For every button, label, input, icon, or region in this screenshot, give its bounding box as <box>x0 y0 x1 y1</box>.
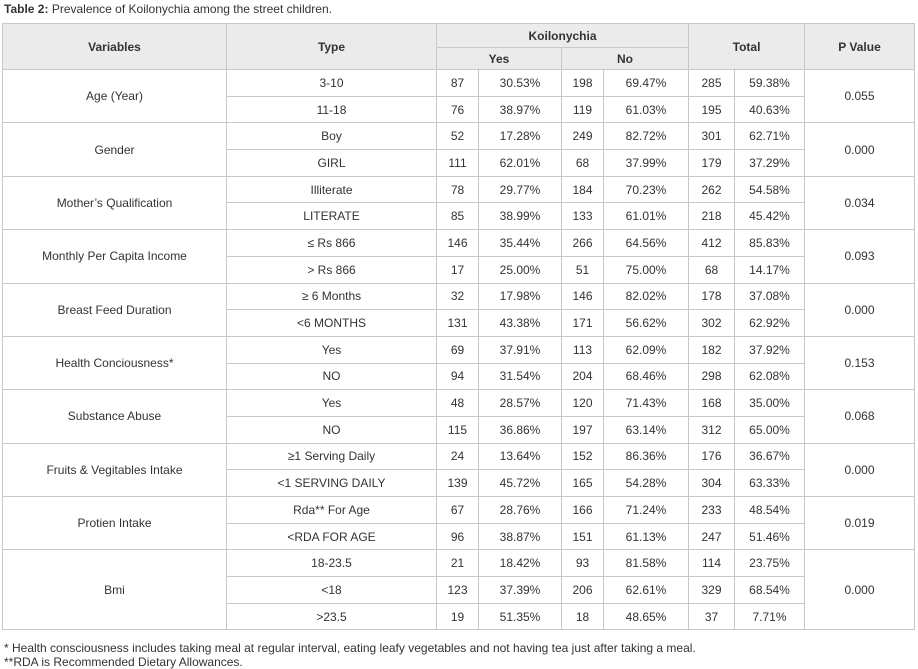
type-cell: Yes <box>227 336 437 363</box>
type-cell: <1 SERVING DAILY <box>227 470 437 497</box>
total-percent-cell: 62.71% <box>735 123 805 150</box>
type-cell: > Rs 866 <box>227 256 437 283</box>
type-cell: >23.5 <box>227 603 437 630</box>
no-count-cell: 151 <box>562 523 604 550</box>
no-percent-cell: 54.28% <box>604 470 689 497</box>
yes-percent-cell: 43.38% <box>479 310 562 337</box>
type-cell: <18 <box>227 577 437 604</box>
total-percent-cell: 85.83% <box>735 230 805 257</box>
yes-percent-cell: 51.35% <box>479 603 562 630</box>
yes-count-cell: 78 <box>437 176 479 203</box>
yes-count-cell: 48 <box>437 390 479 417</box>
p-value-cell: 0.093 <box>805 230 915 283</box>
no-percent-cell: 48.65% <box>604 603 689 630</box>
total-count-cell: 176 <box>689 443 735 470</box>
total-count-cell: 285 <box>689 70 735 97</box>
yes-count-cell: 76 <box>437 96 479 123</box>
total-percent-cell: 14.17% <box>735 256 805 283</box>
no-percent-cell: 82.02% <box>604 283 689 310</box>
yes-count-cell: 85 <box>437 203 479 230</box>
yes-count-cell: 94 <box>437 363 479 390</box>
p-value-cell: 0.000 <box>805 123 915 176</box>
yes-count-cell: 32 <box>437 283 479 310</box>
total-count-cell: 178 <box>689 283 735 310</box>
no-percent-cell: 62.61% <box>604 577 689 604</box>
no-percent-cell: 71.43% <box>604 390 689 417</box>
total-percent-cell: 37.29% <box>735 150 805 177</box>
no-percent-cell: 61.13% <box>604 523 689 550</box>
yes-percent-cell: 17.28% <box>479 123 562 150</box>
no-count-cell: 249 <box>562 123 604 150</box>
p-value-cell: 0.153 <box>805 336 915 389</box>
no-count-cell: 165 <box>562 470 604 497</box>
total-count-cell: 195 <box>689 96 735 123</box>
header-koilonychia: Koilonychia <box>437 24 689 48</box>
variable-cell: Fruits & Vegitables Intake <box>3 443 227 496</box>
type-cell: <6 MONTHS <box>227 310 437 337</box>
yes-percent-cell: 18.42% <box>479 550 562 577</box>
table-row <box>3 123 915 150</box>
total-count-cell: 37 <box>689 603 735 630</box>
total-percent-cell: 35.00% <box>735 390 805 417</box>
variable-cell: Substance Abuse <box>3 390 227 443</box>
type-cell: NO <box>227 363 437 390</box>
table-row <box>3 336 915 363</box>
yes-count-cell: 115 <box>437 416 479 443</box>
total-count-cell: 247 <box>689 523 735 550</box>
yes-count-cell: 69 <box>437 336 479 363</box>
no-percent-cell: 37.99% <box>604 150 689 177</box>
no-percent-cell: 69.47% <box>604 70 689 97</box>
header-yes: Yes <box>437 48 562 70</box>
yes-percent-cell: 29.77% <box>479 176 562 203</box>
total-count-cell: 302 <box>689 310 735 337</box>
no-percent-cell: 62.09% <box>604 336 689 363</box>
yes-count-cell: 123 <box>437 577 479 604</box>
header-variables: Variables <box>3 24 227 70</box>
header-no: No <box>562 48 689 70</box>
type-cell: GIRL <box>227 150 437 177</box>
type-cell: Rda** For Age <box>227 497 437 524</box>
no-count-cell: 184 <box>562 176 604 203</box>
no-percent-cell: 61.03% <box>604 96 689 123</box>
total-count-cell: 182 <box>689 336 735 363</box>
type-cell: 11-18 <box>227 96 437 123</box>
no-count-cell: 120 <box>562 390 604 417</box>
yes-count-cell: 139 <box>437 470 479 497</box>
no-count-cell: 204 <box>562 363 604 390</box>
total-percent-cell: 59.38% <box>735 70 805 97</box>
total-count-cell: 312 <box>689 416 735 443</box>
header-total: Total <box>689 24 805 70</box>
total-percent-cell: 36.67% <box>735 443 805 470</box>
no-count-cell: 18 <box>562 603 604 630</box>
total-count-cell: 262 <box>689 176 735 203</box>
no-percent-cell: 64.56% <box>604 230 689 257</box>
total-percent-cell: 62.08% <box>735 363 805 390</box>
no-count-cell: 206 <box>562 577 604 604</box>
footnote-health: * Health consciousness includes taking meal at regular interval, eating leafy vegetables and not having tea just after taking a meal. <box>4 641 696 655</box>
type-cell: Boy <box>227 123 437 150</box>
yes-count-cell: 87 <box>437 70 479 97</box>
no-count-cell: 198 <box>562 70 604 97</box>
total-percent-cell: 63.33% <box>735 470 805 497</box>
table-row <box>3 70 915 97</box>
variable-cell: Protien Intake <box>3 497 227 550</box>
table-caption-label: Table 2: <box>4 2 49 16</box>
no-count-cell: 266 <box>562 230 604 257</box>
no-count-cell: 166 <box>562 497 604 524</box>
variable-cell: Health Conciousness* <box>3 336 227 389</box>
p-value-cell: 0.000 <box>805 283 915 336</box>
variable-cell: Monthly Per Capita Income <box>3 230 227 283</box>
total-percent-cell: 65.00% <box>735 416 805 443</box>
no-percent-cell: 70.23% <box>604 176 689 203</box>
yes-percent-cell: 28.76% <box>479 497 562 524</box>
type-cell: <RDA FOR AGE <box>227 523 437 550</box>
p-value-cell: 0.019 <box>805 497 915 550</box>
no-percent-cell: 61.01% <box>604 203 689 230</box>
yes-count-cell: 67 <box>437 497 479 524</box>
yes-count-cell: 21 <box>437 550 479 577</box>
table-row <box>3 230 915 257</box>
p-value-cell: 0.068 <box>805 390 915 443</box>
no-percent-cell: 81.58% <box>604 550 689 577</box>
no-count-cell: 171 <box>562 310 604 337</box>
p-value-cell: 0.055 <box>805 70 915 123</box>
yes-percent-cell: 38.97% <box>479 96 562 123</box>
footnote-rda: **RDA is Recommended Dietary Allowances. <box>4 655 243 669</box>
p-value-cell: 0.034 <box>805 176 915 229</box>
type-cell: ≥1 Serving Daily <box>227 443 437 470</box>
yes-percent-cell: 31.54% <box>479 363 562 390</box>
yes-count-cell: 111 <box>437 150 479 177</box>
no-count-cell: 197 <box>562 416 604 443</box>
type-cell: Yes <box>227 390 437 417</box>
total-count-cell: 304 <box>689 470 735 497</box>
total-count-cell: 68 <box>689 256 735 283</box>
yes-count-cell: 146 <box>437 230 479 257</box>
total-percent-cell: 37.08% <box>735 283 805 310</box>
variable-cell: Bmi <box>3 550 227 630</box>
yes-count-cell: 131 <box>437 310 479 337</box>
yes-count-cell: 52 <box>437 123 479 150</box>
no-count-cell: 68 <box>562 150 604 177</box>
type-cell: 3-10 <box>227 70 437 97</box>
yes-percent-cell: 45.72% <box>479 470 562 497</box>
table-row <box>3 283 915 310</box>
table-body <box>3 70 915 630</box>
yes-percent-cell: 36.86% <box>479 416 562 443</box>
total-percent-cell: 7.71% <box>735 603 805 630</box>
prevalence-table <box>2 23 915 630</box>
no-percent-cell: 68.46% <box>604 363 689 390</box>
table-caption <box>4 2 332 16</box>
total-count-cell: 329 <box>689 577 735 604</box>
yes-percent-cell: 30.53% <box>479 70 562 97</box>
table-row <box>3 390 915 417</box>
yes-percent-cell: 28.57% <box>479 390 562 417</box>
total-percent-cell: 23.75% <box>735 550 805 577</box>
total-percent-cell: 48.54% <box>735 497 805 524</box>
total-percent-cell: 45.42% <box>735 203 805 230</box>
type-cell: ≤ Rs 866 <box>227 230 437 257</box>
type-cell: Illiterate <box>227 176 437 203</box>
yes-percent-cell: 13.64% <box>479 443 562 470</box>
type-cell: NO <box>227 416 437 443</box>
yes-percent-cell: 62.01% <box>479 150 562 177</box>
total-count-cell: 218 <box>689 203 735 230</box>
total-percent-cell: 62.92% <box>735 310 805 337</box>
header-type: Type <box>227 24 437 70</box>
no-count-cell: 146 <box>562 283 604 310</box>
no-count-cell: 133 <box>562 203 604 230</box>
no-percent-cell: 86.36% <box>604 443 689 470</box>
total-percent-cell: 37.92% <box>735 336 805 363</box>
yes-count-cell: 19 <box>437 603 479 630</box>
total-count-cell: 233 <box>689 497 735 524</box>
yes-percent-cell: 37.91% <box>479 336 562 363</box>
p-value-cell: 0.000 <box>805 443 915 496</box>
yes-count-cell: 24 <box>437 443 479 470</box>
type-cell: 18-23.5 <box>227 550 437 577</box>
no-count-cell: 152 <box>562 443 604 470</box>
table-row <box>3 443 915 470</box>
total-count-cell: 412 <box>689 230 735 257</box>
total-count-cell: 298 <box>689 363 735 390</box>
variable-cell: Mother’s Qualification <box>3 176 227 229</box>
variable-cell: Breast Feed Duration <box>3 283 227 336</box>
no-percent-cell: 75.00% <box>604 256 689 283</box>
no-percent-cell: 63.14% <box>604 416 689 443</box>
yes-percent-cell: 38.99% <box>479 203 562 230</box>
header-p-value: P Value <box>805 24 915 70</box>
total-count-cell: 301 <box>689 123 735 150</box>
variable-cell: Age (Year) <box>3 70 227 123</box>
type-cell: LITERATE <box>227 203 437 230</box>
no-count-cell: 93 <box>562 550 604 577</box>
total-percent-cell: 40.63% <box>735 96 805 123</box>
total-count-cell: 179 <box>689 150 735 177</box>
no-percent-cell: 82.72% <box>604 123 689 150</box>
table-caption-text: Prevalence of Koilonychia among the street children. <box>51 2 332 16</box>
yes-percent-cell: 35.44% <box>479 230 562 257</box>
no-count-cell: 119 <box>562 96 604 123</box>
type-cell: ≥ 6 Months <box>227 283 437 310</box>
table-row <box>3 497 915 524</box>
yes-percent-cell: 37.39% <box>479 577 562 604</box>
no-count-cell: 113 <box>562 336 604 363</box>
no-percent-cell: 71.24% <box>604 497 689 524</box>
no-percent-cell: 56.62% <box>604 310 689 337</box>
total-count-cell: 168 <box>689 390 735 417</box>
variable-cell: Gender <box>3 123 227 176</box>
footnotes <box>4 641 696 669</box>
table-row <box>3 550 915 577</box>
total-count-cell: 114 <box>689 550 735 577</box>
table-row <box>3 176 915 203</box>
total-percent-cell: 51.46% <box>735 523 805 550</box>
yes-percent-cell: 17.98% <box>479 283 562 310</box>
yes-count-cell: 96 <box>437 523 479 550</box>
yes-count-cell: 17 <box>437 256 479 283</box>
p-value-cell: 0.000 <box>805 550 915 630</box>
total-percent-cell: 68.54% <box>735 577 805 604</box>
total-percent-cell: 54.58% <box>735 176 805 203</box>
no-count-cell: 51 <box>562 256 604 283</box>
yes-percent-cell: 38.87% <box>479 523 562 550</box>
yes-percent-cell: 25.00% <box>479 256 562 283</box>
